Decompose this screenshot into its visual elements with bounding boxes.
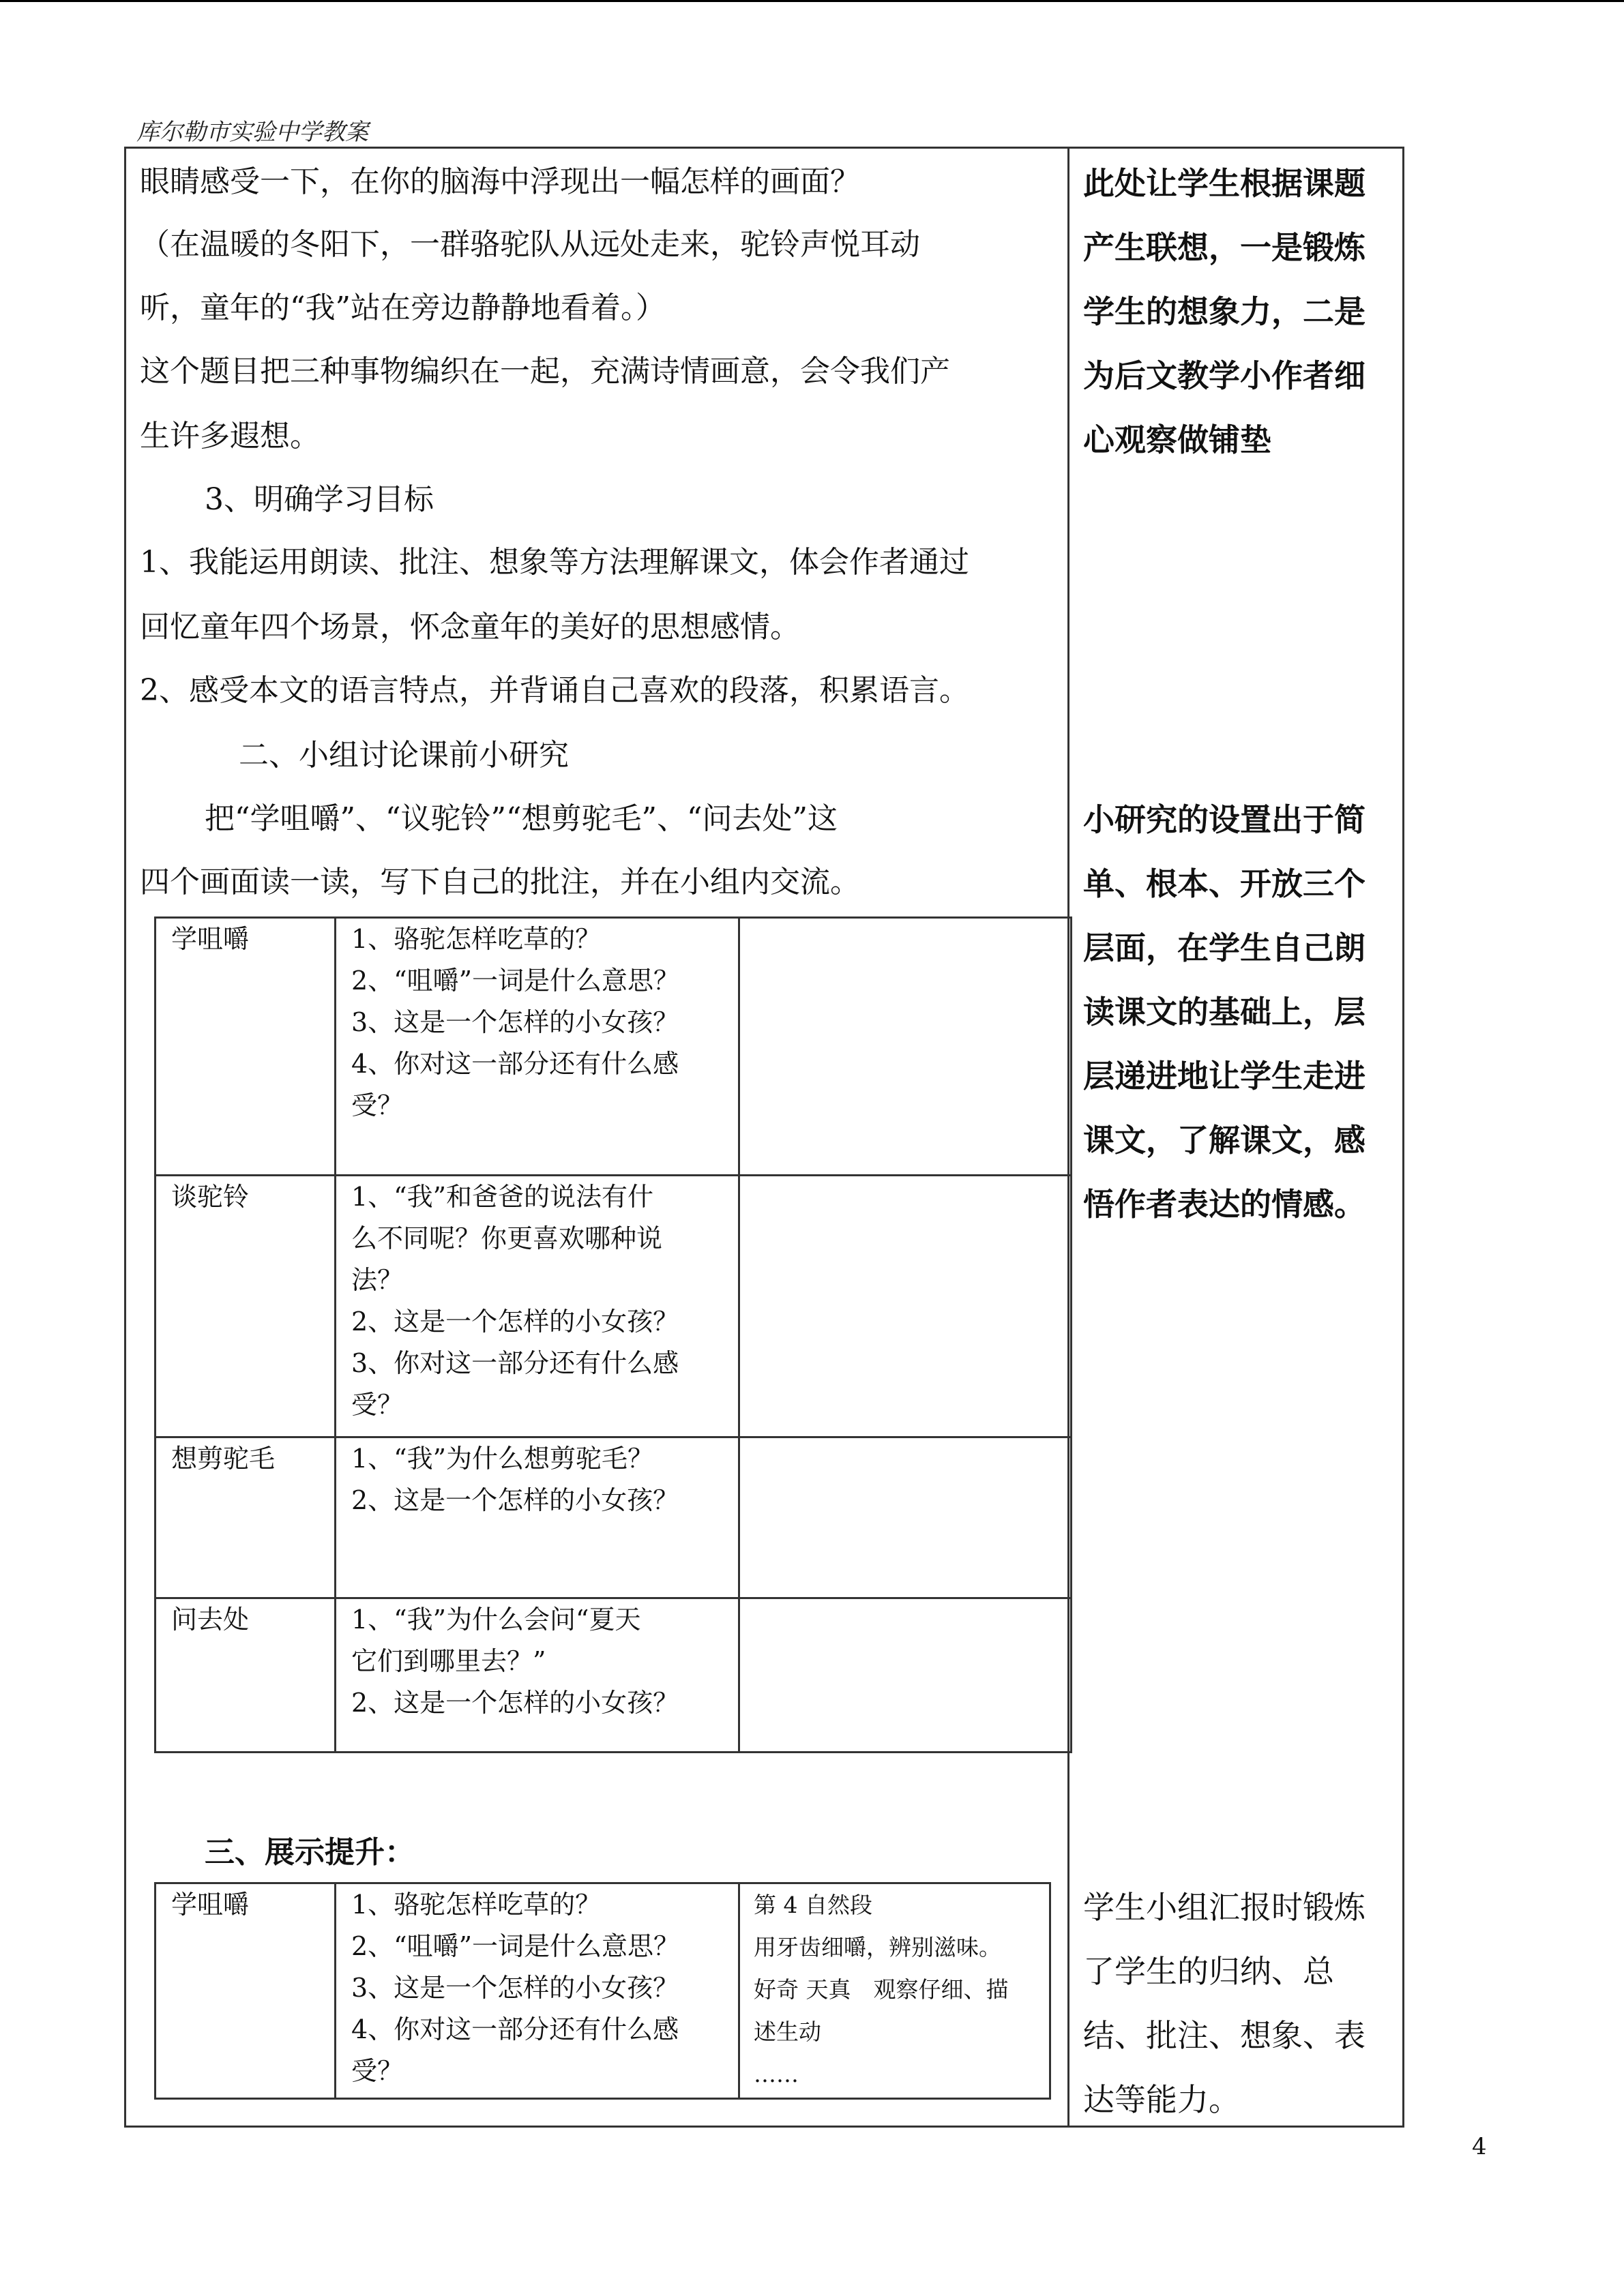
page-header: 库尔勒市实验中学教案 bbox=[136, 119, 368, 146]
notes-cell bbox=[739, 1883, 1050, 2099]
side-note-line: 课文，了解课文，感 bbox=[1083, 1122, 1365, 1159]
question-line: 2、“咀嚼”一词是什么意思？ bbox=[351, 966, 680, 996]
table-row bbox=[156, 1437, 1072, 1598]
section3-heading: 三、展示提升： bbox=[205, 1835, 415, 1870]
annotation-cell[interactable] bbox=[739, 1176, 1072, 1437]
note-line: 述生动 bbox=[754, 2018, 821, 2045]
annotation-cell[interactable] bbox=[739, 1437, 1072, 1598]
question-line: 受？ bbox=[351, 2056, 404, 2086]
question-line: 2、这是一个怎样的小女孩？ bbox=[351, 1485, 679, 1515]
table-row bbox=[156, 1883, 1050, 2099]
note-line: 第 4 自然段 bbox=[754, 1892, 872, 1918]
side-note-line: 读课文的基础上，层 bbox=[1083, 994, 1365, 1030]
side-note-1 bbox=[1083, 151, 1365, 472]
question-line: 1、“我”为什么会问“夏天 bbox=[351, 1605, 641, 1635]
side-note-line: 学生的想象力，二是 bbox=[1083, 293, 1365, 330]
row-name: 学咀嚼 bbox=[156, 918, 336, 1176]
annotation-cell[interactable] bbox=[739, 918, 1072, 1176]
side-note-3 bbox=[1083, 1875, 1365, 2132]
question-line: 3、这是一个怎样的小女孩？ bbox=[351, 1007, 679, 1037]
question-line: 2、这是一个怎样的小女孩？ bbox=[351, 1688, 679, 1718]
questions-cell bbox=[336, 1598, 739, 1753]
goal-line: 1、我能运用朗读、批注、想象等方法理解课文，体会作者通过 bbox=[140, 545, 969, 580]
row-name: 问去处 bbox=[156, 1598, 336, 1753]
top-border-line bbox=[0, 0, 1624, 2]
table-row bbox=[156, 918, 1072, 1176]
row-name: 谈驼铃 bbox=[156, 1176, 336, 1437]
side-note-line: 层面，在学生自己朗 bbox=[1083, 929, 1365, 966]
question-line: 受？ bbox=[351, 1390, 404, 1420]
note-line: 用牙齿细嚼，辨别滋味。 bbox=[754, 1934, 1001, 1960]
goal-heading: 3、明确学习目标 bbox=[205, 482, 434, 517]
goal-line: 回忆童年四个场景，怀念童年的美好的思想感情。 bbox=[140, 610, 800, 644]
question-line: 受？ bbox=[351, 1090, 404, 1120]
intro-line: 听，童年的“我”站在旁边静静地看着。） bbox=[140, 290, 666, 325]
section2-instruction: 把“学咀嚼”、“议驼铃”“想剪驼毛”、“问去处”这 bbox=[205, 801, 838, 836]
section2-instruction: 四个画面读一读，写下自己的批注，并在小组内交流。 bbox=[140, 865, 860, 899]
page-number: 4 bbox=[1472, 2133, 1487, 2160]
side-note-line: 小研究的设置出于简 bbox=[1083, 801, 1365, 838]
side-note-line: 结、批注、想象、表 bbox=[1083, 2017, 1365, 2054]
question-line: 3、这是一个怎样的小女孩？ bbox=[351, 1973, 679, 2003]
side-note-line: 产生联想，一是锻炼 bbox=[1083, 229, 1365, 266]
side-note-2 bbox=[1083, 788, 1365, 1236]
section2-heading: 二、小组讨论课前小研究 bbox=[239, 738, 569, 773]
question-line: 4、你对这一部分还有什么感 bbox=[351, 2014, 679, 2044]
table-row bbox=[156, 1598, 1072, 1753]
question-line: 2、这是一个怎样的小女孩？ bbox=[351, 1307, 679, 1337]
discussion-table bbox=[154, 916, 1072, 1753]
question-line: 3、你对这一部分还有什么感 bbox=[351, 1348, 679, 1378]
side-note-line: 层递进地让学生走进 bbox=[1083, 1058, 1365, 1094]
intro-line: （在温暖的冬阳下，一群骆驼队从远处走来，驼铃声悦耳动 bbox=[140, 227, 920, 262]
side-note-line: 达等能力。 bbox=[1083, 2081, 1240, 2118]
note-line: …… bbox=[754, 2061, 799, 2087]
questions-cell bbox=[336, 1883, 739, 2099]
question-line: 1、“我”和爸爸的说法有什 bbox=[351, 1182, 654, 1212]
goal-line: 2、感受本文的语言特点，并背诵自己喜欢的段落，积累语言。 bbox=[140, 673, 969, 708]
side-note-line: 为后文教学小作者细 bbox=[1083, 357, 1365, 394]
question-line: 1、骆驼怎样吃草的？ bbox=[351, 924, 602, 954]
questions-cell bbox=[336, 918, 739, 1176]
note-line: 好奇 天真 观察仔细、描 bbox=[754, 1976, 1009, 2003]
side-note-line: 了学生的归纳、总 bbox=[1083, 1953, 1334, 1990]
row-name: 想剪驼毛 bbox=[156, 1437, 336, 1598]
question-line: 1、骆驼怎样吃草的？ bbox=[351, 1890, 602, 1920]
question-line: 法？ bbox=[351, 1265, 404, 1295]
question-line: 2、“咀嚼”一词是什么意思？ bbox=[351, 1931, 680, 1961]
intro-line: 这个题目把三种事物编织在一起，充满诗情画意，会令我们产 bbox=[140, 354, 950, 389]
side-note-line: 学生小组汇报时锻炼 bbox=[1083, 1889, 1365, 1926]
side-note-line: 此处让学生根据课题 bbox=[1083, 165, 1365, 202]
side-note-line: 心观察做铺垫 bbox=[1083, 421, 1271, 458]
question-line: 1、“我”为什么想剪驼毛？ bbox=[351, 1444, 654, 1474]
questions-cell bbox=[336, 1437, 739, 1598]
questions-cell bbox=[336, 1176, 739, 1437]
question-line: 它们到哪里去？” bbox=[351, 1646, 546, 1676]
intro-line: 眼睛感受一下，在你的脑海中浮现出一幅怎样的画面？ bbox=[140, 164, 860, 199]
annotation-cell[interactable] bbox=[739, 1598, 1072, 1753]
question-line: 么不同呢？你更喜欢哪种说 bbox=[351, 1223, 663, 1253]
question-line: 4、你对这一部分还有什么感 bbox=[351, 1049, 679, 1079]
table-row bbox=[156, 1176, 1072, 1437]
side-note-line: 单、根本、开放三个 bbox=[1083, 865, 1365, 902]
row-name: 学咀嚼 bbox=[156, 1883, 336, 2099]
side-note-line: 悟作者表达的情感。 bbox=[1083, 1186, 1365, 1223]
intro-line: 生许多遐想。 bbox=[140, 419, 320, 453]
showcase-table bbox=[154, 1882, 1051, 2100]
